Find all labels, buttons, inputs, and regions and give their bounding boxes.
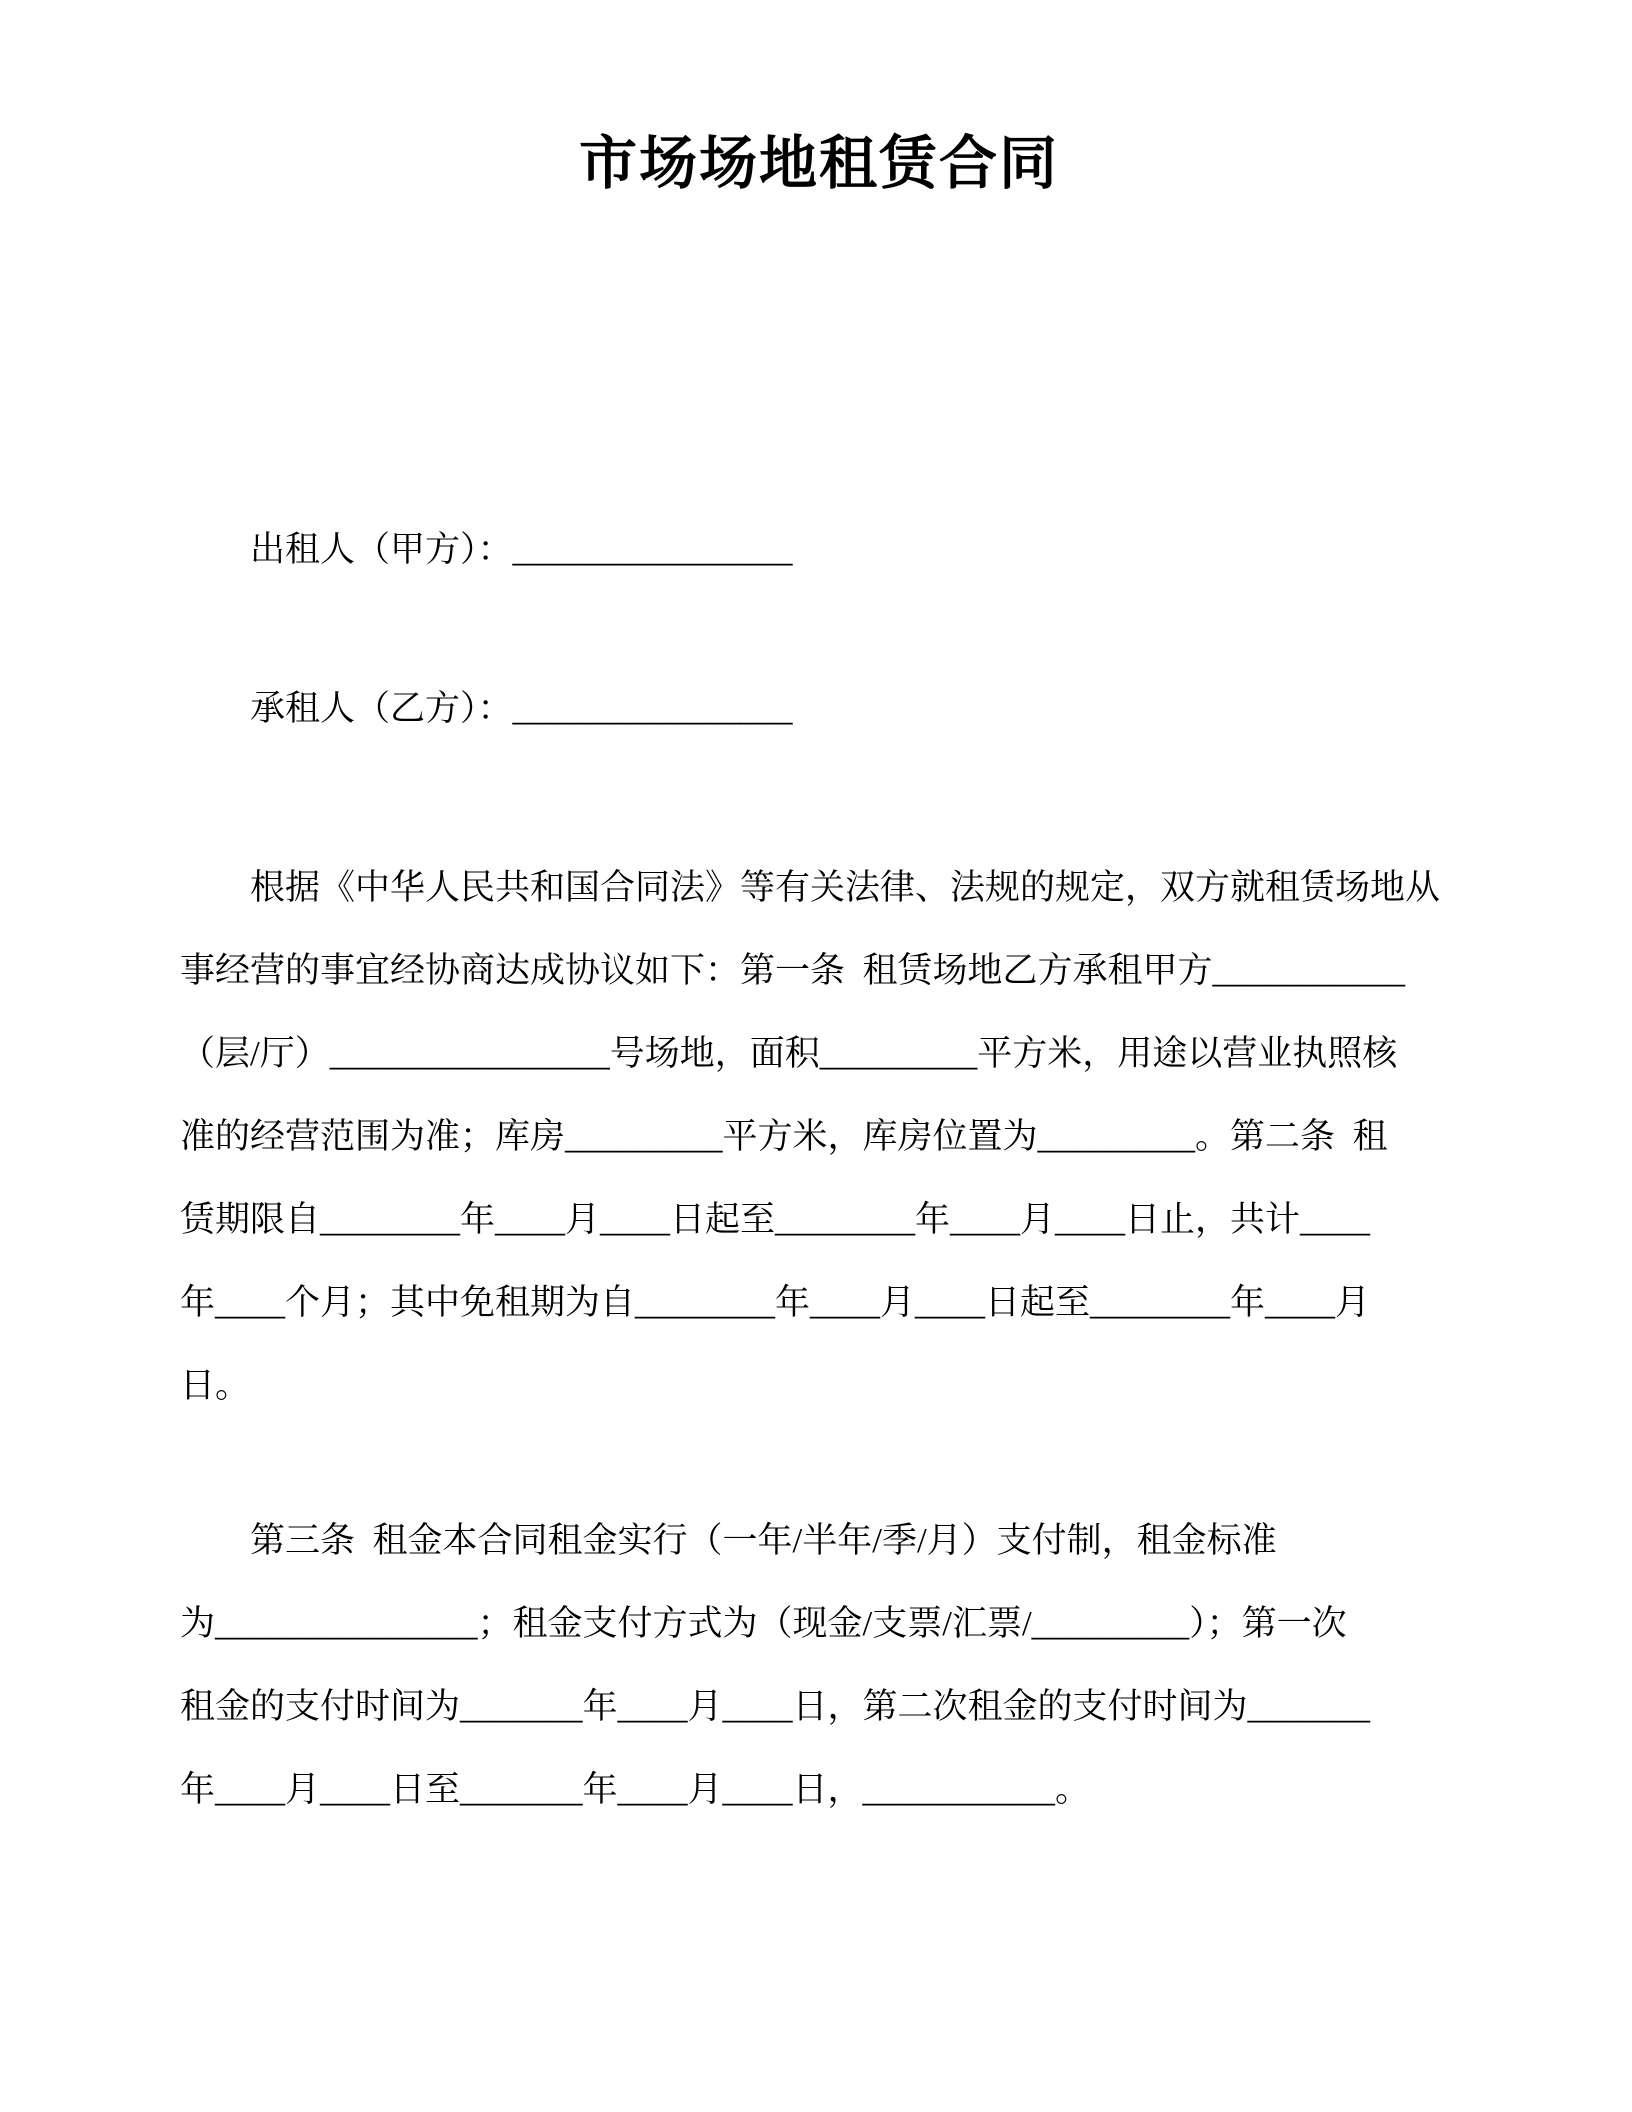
text-line: （层/厅）________________号场地，面积_________平方米，用途以营业执照核 xyxy=(180,1034,1398,1073)
text-line: 事经营的事宜经协商达成协议如下：第一条 租赁场地乙方承租甲方___________ xyxy=(180,951,1406,990)
text-line: 第三条 租金本合同租金实行（一年/半年/季/月）支付制，租金标准 xyxy=(250,1521,1277,1560)
lessee-label: 承租人（乙方）： xyxy=(250,689,513,728)
lessee-line xyxy=(180,667,1458,750)
text-line: 为_______________；租金支付方式为（现金/支票/汇票/_________）；第一次 xyxy=(180,1604,1347,1643)
clause-3-paragraph xyxy=(180,1499,1458,1831)
text-line: 日。 xyxy=(180,1366,251,1405)
lessor-line xyxy=(180,508,1458,591)
text-line: 根据《中华人民共和国合同法》等有关法律、法规的规定，双方就租赁场地从 xyxy=(250,868,1441,907)
text-line: 准的经营范围为准；库房_________平方米，库房位置为_________。第二条 租 xyxy=(180,1117,1388,1156)
text-line: 租金的支付时间为_______年____月____日，第二次租金的支付时间为_______ xyxy=(180,1687,1371,1726)
lessor-blank-field: ________________ xyxy=(512,530,793,569)
clause-1-paragraph xyxy=(180,846,1458,1427)
lessee-blank-field: ________________ xyxy=(512,689,793,728)
lessor-label: 出租人（甲方）： xyxy=(250,530,513,569)
text-line: 年____月____日至_______年____月____日，___________。 xyxy=(180,1770,1091,1809)
text-line: 赁期限自________年____月____日起至________年____月____日止，共计____ xyxy=(180,1200,1371,1239)
document-title: 市场场地租赁合同 xyxy=(578,131,1059,196)
text-line: 年____个月；其中免租期为自________年____月____日起至________年____月 xyxy=(180,1283,1371,1322)
